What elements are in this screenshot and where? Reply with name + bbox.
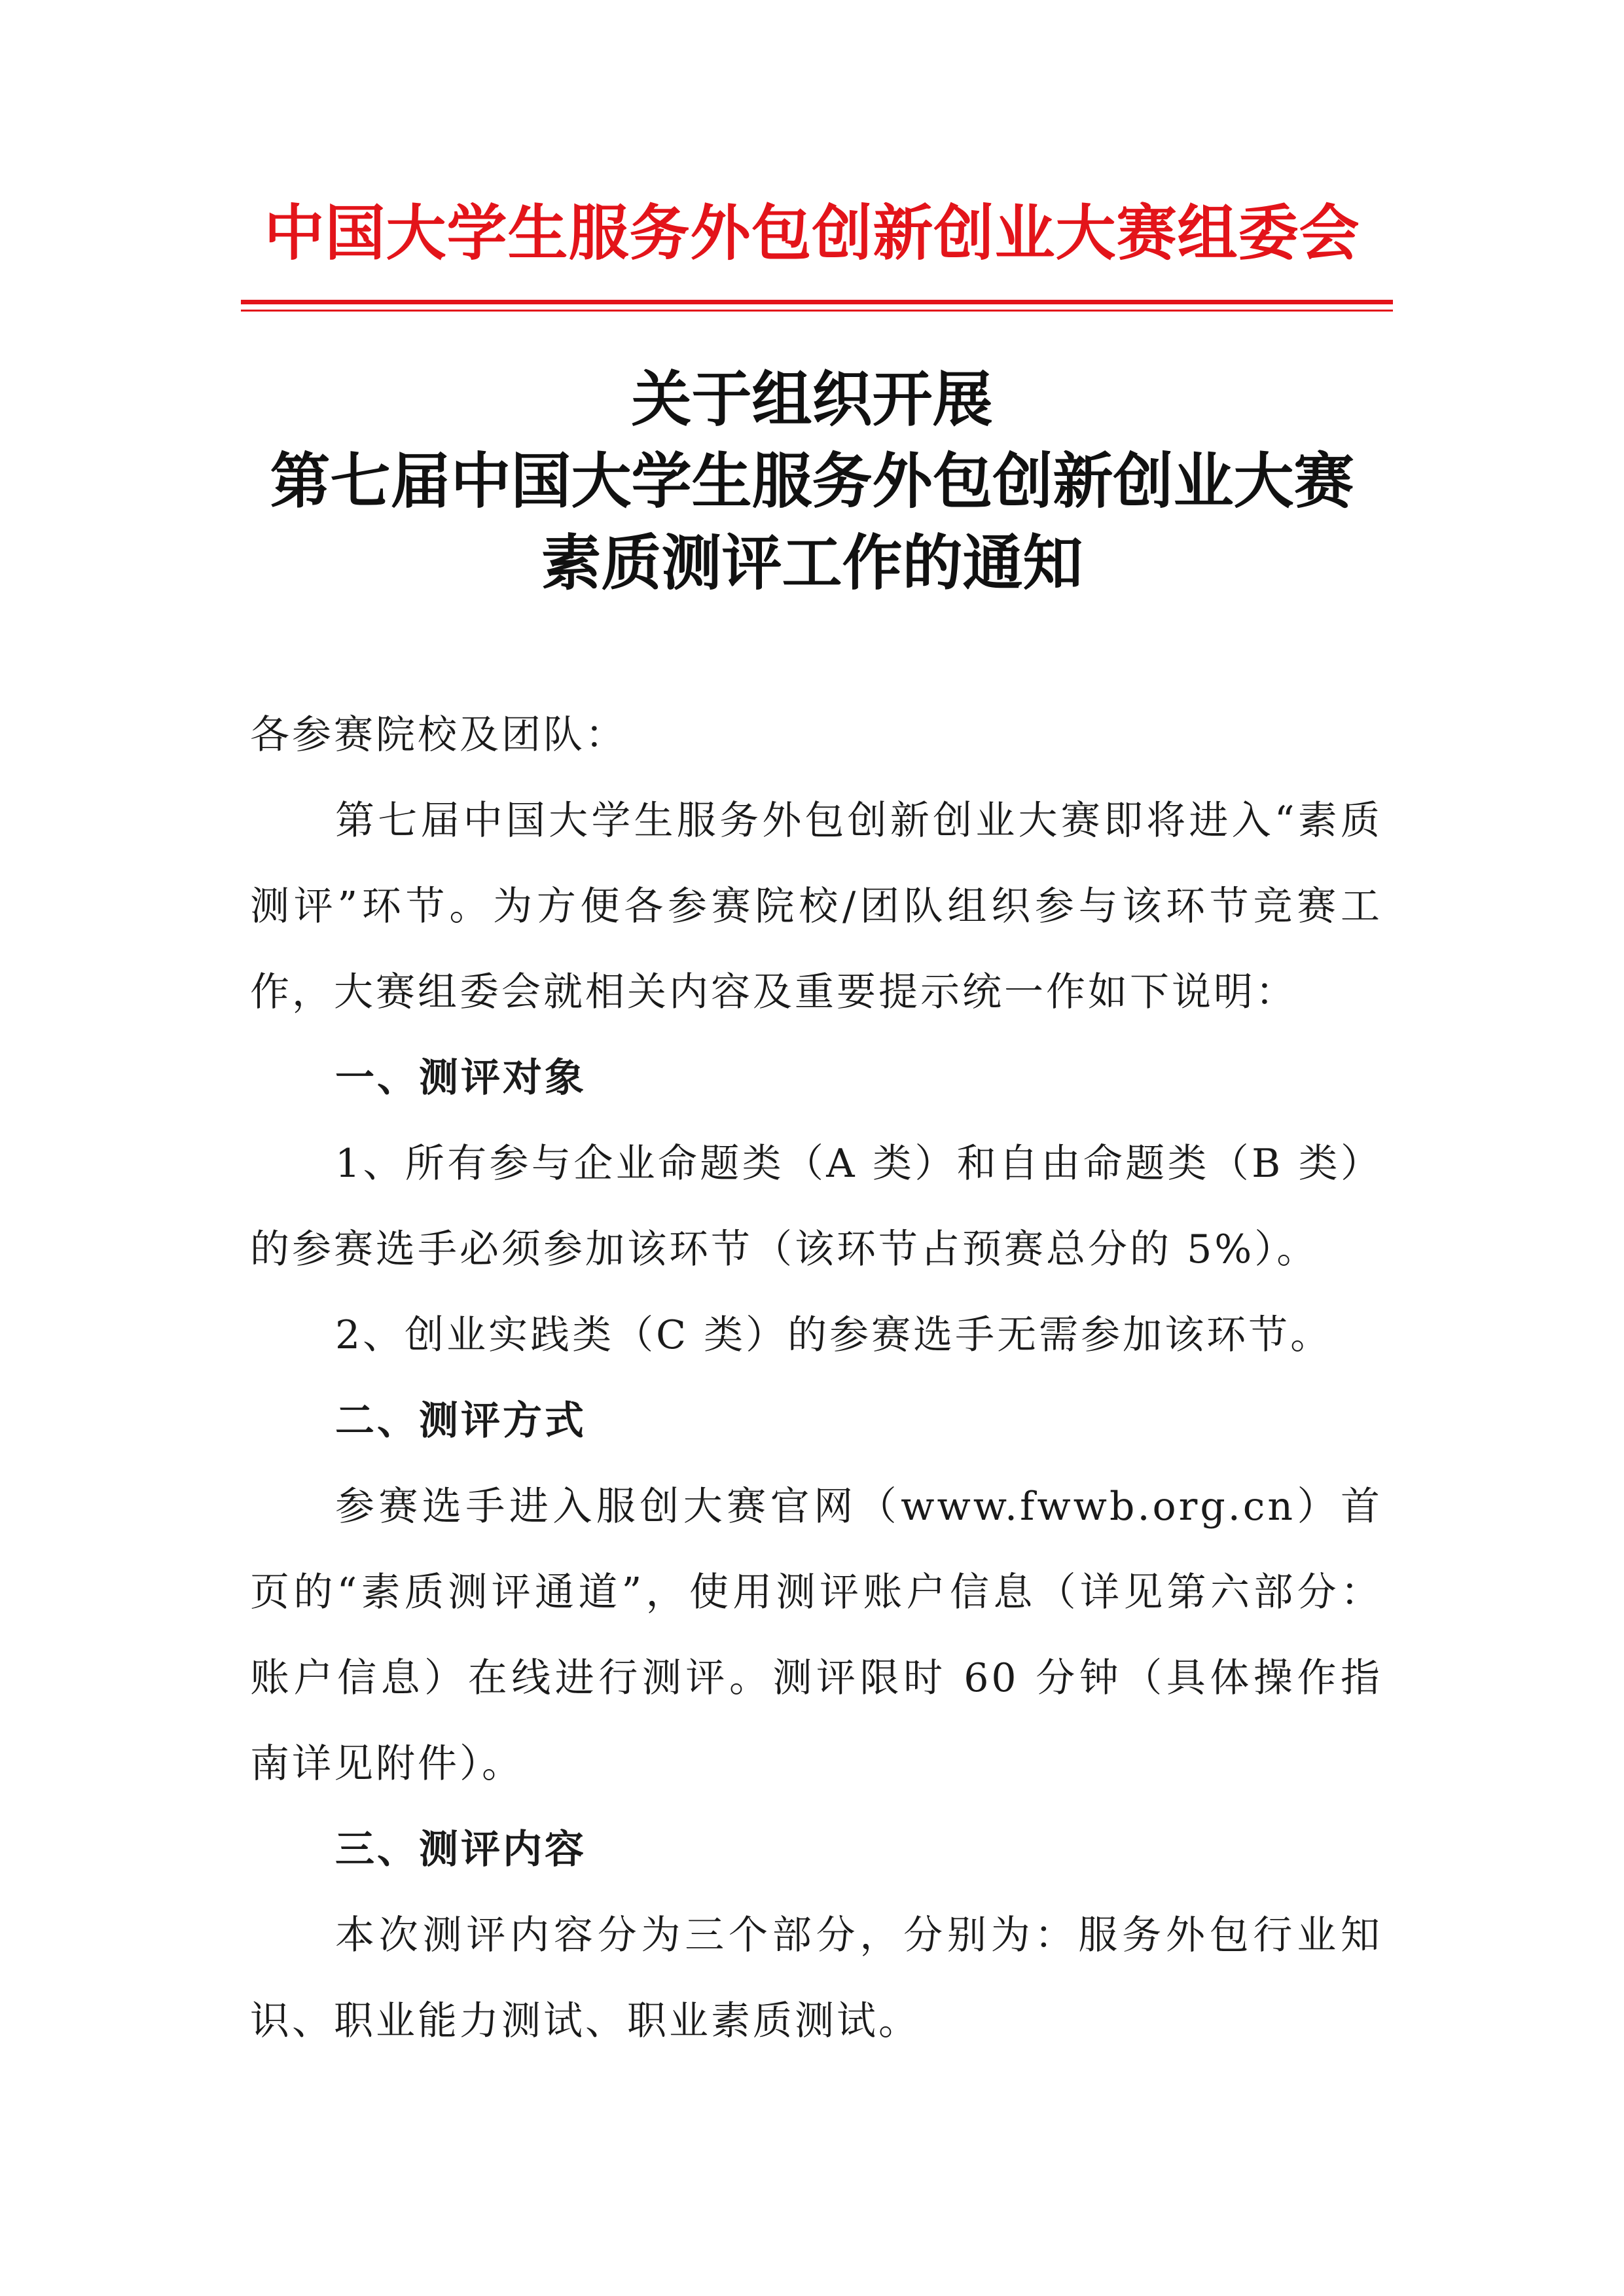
salutation: 各参赛院校及团队： [250, 712, 627, 758]
header-rule-thick [241, 300, 1393, 304]
section-2-heading: 二、测评方式 [335, 1398, 586, 1444]
document-body [250, 692, 1382, 2064]
section-3-heading: 三、测评内容 [335, 1827, 586, 1873]
header-rule-thin [241, 310, 1393, 312]
section-3-paragraph: 本次测评内容分为三个部分，分别为：服务外包行业知识、职业能力测试、职业素质测试。 [250, 1912, 1382, 2044]
title-line-1: 关于组织开展 [631, 365, 993, 435]
document-title [0, 359, 1624, 604]
title-line-3: 素质测评工作的通知 [541, 528, 1083, 598]
section-1-item-2: 2、创业实践类（C 类）的参赛选手无需参加该环节。 [335, 1312, 1333, 1358]
intro-paragraph: 第七届中国大学生服务外包创新创业大赛即将进入“素质测评”环节。为方便各参赛院校/团队组织参与该环节竞赛工作，大赛组委会就相关内容及重要提示统一作如下说明： [250, 798, 1382, 1015]
title-line-2: 第七届中国大学生服务外包创新创业大赛 [270, 446, 1354, 516]
section-2-paragraph: 参赛选手进入服创大赛官网（www.fwwb.org.cn）首页的“素质测评通道”，使用测评账户信息（详见第六部分：账户信息）在线进行测评。测评限时 60 分钟（具体操作指南详见附件）。 [250, 1484, 1382, 1787]
section-1-item-1: 1、所有参与企业命题类（A 类）和自由命题类（B 类）的参赛选手必须参加该环节（该环节占预赛总分的 5%）。 [250, 1141, 1382, 1272]
organization-header: 中国大学生服务外包创新创业大赛组委会 [264, 198, 1360, 268]
section-1-heading: 一、测评对象 [335, 1055, 586, 1101]
